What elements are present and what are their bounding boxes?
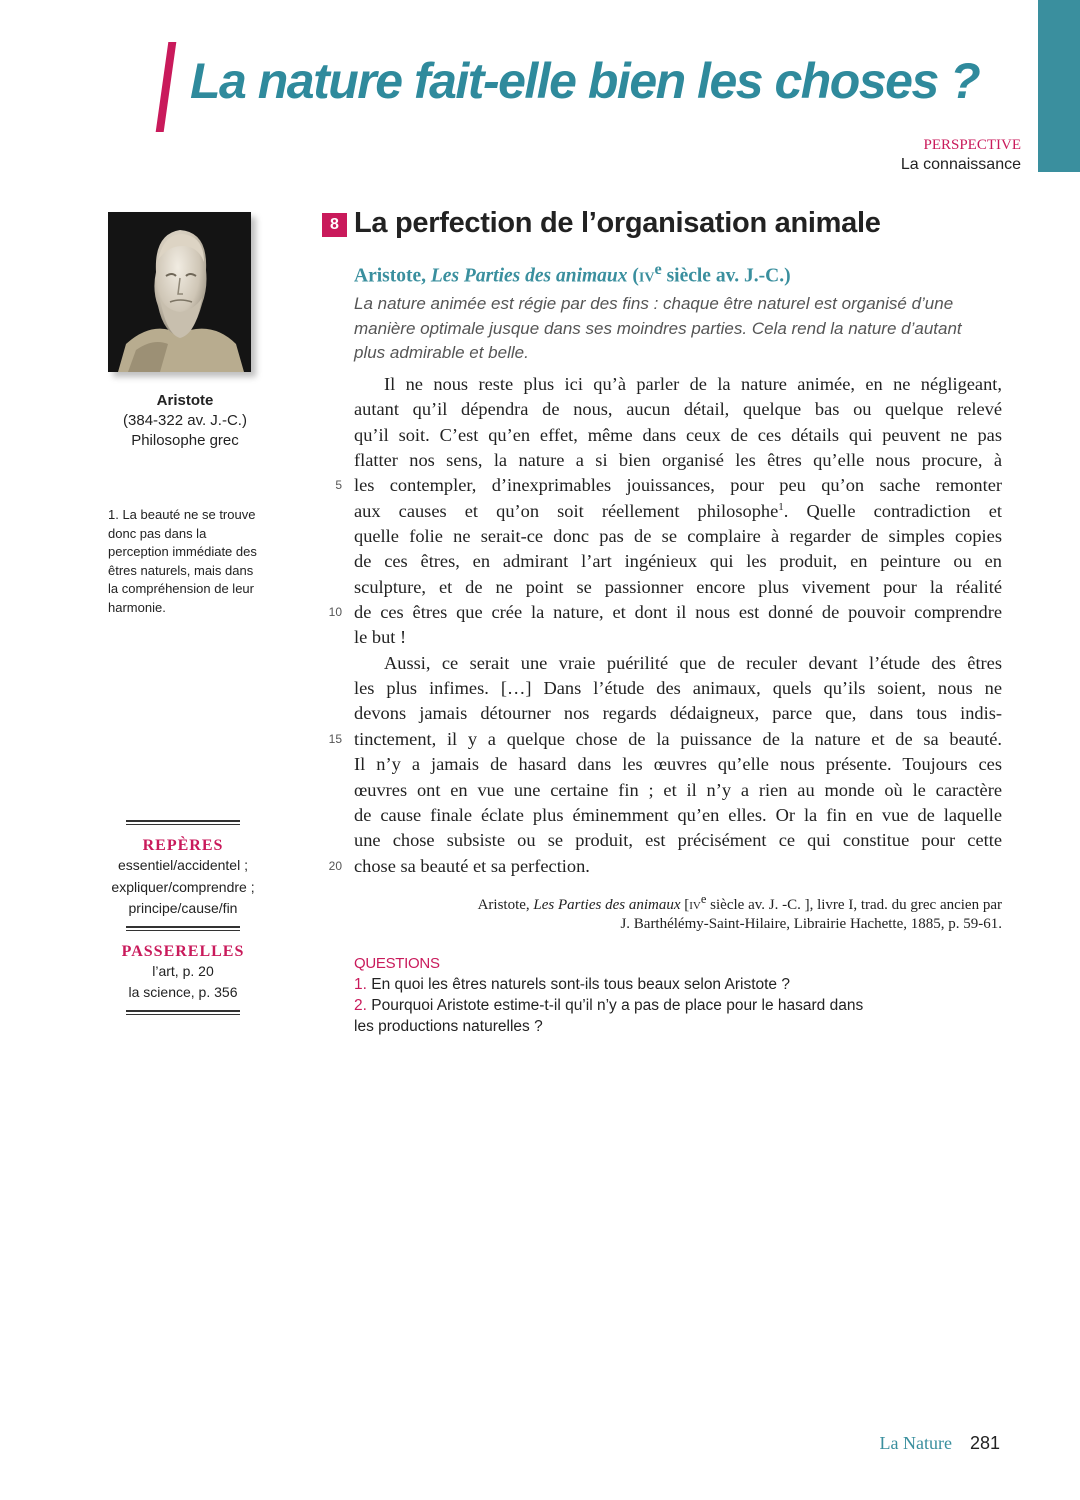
source-open: [ [680, 897, 690, 913]
perspective-block [901, 137, 1021, 174]
passerelles-item: la science, p. 356 [128, 984, 238, 1000]
reperes-item: principe/cause/fin [128, 900, 238, 916]
text-line-part: . Quelle contradiction et [783, 500, 1003, 521]
text-line: de ces êtres, en admirant l’art ingénieux qui les produit, en peinture ou en [354, 551, 1002, 572]
text-line: qu’il soit. C’est qu’en effet, même dans ceux de ces détails qui peuvent ne pas [354, 424, 1002, 445]
text-line: œuvres ont en vue une certaine fin ; et il n’y a rien au monde où le caractère [354, 779, 1002, 800]
page-number: 281 [969, 1433, 1000, 1453]
date-open: ( [627, 265, 639, 287]
line-number: 20 [328, 859, 342, 873]
question-item [354, 974, 954, 995]
source-author: Aristote, [477, 897, 534, 913]
reperes-heading: REPÈRES [142, 837, 224, 854]
caption-dates: (384-322 av. J.-C.) [123, 412, 247, 429]
text-line-part: aux causes et qu’on soit réellement philosophe [354, 500, 779, 521]
text-line: les contempler, d’inexprimables jouissances, pour peu qu’on sache remonter [354, 475, 1002, 496]
date-rest: siècle av. J.-C.) [661, 265, 791, 287]
source-century-sup: e [700, 892, 707, 906]
work-title: Les Parties des animaux [430, 265, 628, 287]
sidebar-reperes [108, 820, 258, 1015]
question-item [354, 995, 954, 1016]
text-line: chose sa beauté et sa perfection. [354, 855, 590, 876]
question-number: 2. [354, 997, 367, 1014]
divider [126, 820, 240, 825]
text-line: sculpture, et de ne point se passionner encore plus vivement pour la réalité [354, 576, 1002, 597]
line-number: 10 [328, 605, 342, 619]
line-number: 15 [328, 732, 342, 746]
excerpt-text [354, 372, 1002, 879]
text-line: tinctement, il y a quelque chose de la puissance de la nature et de sa beauté. [354, 728, 1002, 749]
author-name: Aristote, [354, 265, 431, 287]
text-line: autant qu’il dépendra de nous, aucun détail, quelque bas ou quelque relevé [354, 399, 1002, 420]
century: iv [638, 265, 655, 287]
perspective-value: La connaissance [900, 156, 1021, 173]
source-line: J. Barthélémy-Saint-Hilaire, Librairie Hachette, 1885, p. 59-61. [620, 916, 1002, 932]
text-line: quelle folie ne serait-ce donc pas de se complaire à regarder de simples copies [354, 526, 1002, 547]
passerelles-item: l’art, p. 20 [152, 962, 214, 979]
divider [126, 1010, 240, 1015]
reperes-item: essentiel/accidentel ; [118, 857, 248, 873]
text-line: Il ne nous reste plus ici qu’à parler de la nature animée, en ne négligeant, [384, 374, 1002, 394]
portrait-caption [100, 391, 270, 451]
questions-block [354, 953, 954, 1037]
document-intro: La nature animée est régie par des fins : chaque être naturel est organisé d’une manière optimale jusque dans ses moindres parties. Cela rend la nature d’autant plus admirable et belle. [354, 294, 962, 362]
text-line: Il n’y a jamais de hasard dans les œuvres qu’elle nous présente. Toujours ces [354, 754, 1002, 775]
caption-name: Aristote [156, 392, 214, 409]
aristotle-portrait [108, 212, 251, 372]
document-author-line [354, 260, 791, 288]
chapter-tab [1038, 0, 1080, 172]
question-text-cont: les productions naturelles ? [354, 1018, 543, 1035]
text-line: les plus infimes. […] Dans l’étude des animaux, quels qu’ils soient, nous ne [354, 678, 1002, 699]
line-number: 5 [335, 478, 342, 492]
footer-section: La Nature [879, 1433, 952, 1453]
question-text: Pourquoi Aristote estime-t-il qu’il n’y a pas de place pour le hasard dans [366, 997, 864, 1014]
text-line: devons jamais détourner nos regards dédaigneux, parce que, dans tous indis- [354, 703, 1002, 724]
source-work: Les Parties des animaux [533, 897, 681, 913]
divider [126, 926, 240, 931]
question-number: 1. [354, 976, 367, 993]
page-footer [879, 1433, 1000, 1454]
perspective-label: PERSPECTIVE [923, 137, 1021, 153]
reperes-item: expliquer/comprendre ; [111, 878, 255, 895]
text-line: Aussi, ce serait une vraie puérilité que de reculer devant l’étude des êtres [384, 652, 1002, 673]
century-sup: e [654, 260, 662, 278]
caption-role: Philosophe grec [131, 432, 239, 449]
document-title: La perfection de l’organisation animale [354, 207, 881, 239]
text-line: flatter nos sens, la nature a si bien organisé les êtres qu’elle nous procure, à [354, 450, 1002, 471]
text-line: de cause finale éclate plus éminemment qu’en elles. Or la fin en vue de laquelle [354, 804, 1002, 825]
text-line: le but ! [354, 627, 407, 648]
text-line: une chose subsiste ou se produit, est précisément ce qui constitue pour cette [354, 830, 1002, 851]
footnote-ref: 1 [778, 500, 784, 513]
page-title: La nature fait-elle bien les choses ? [190, 53, 980, 109]
questions-heading: QUESTIONS [354, 955, 440, 972]
document-number-badge: 8 [322, 213, 347, 237]
text-line: de ces êtres que crée la nature, et dont il nous est donné de pouvoir comprendre [354, 602, 1002, 623]
source-citation [478, 890, 1002, 934]
source-rest: siècle av. J. -C. ], livre I, trad. du grec ancien par [706, 897, 1002, 913]
source-line [478, 890, 1002, 915]
source-century: iv [689, 897, 701, 913]
question-text: En quoi les êtres naturels sont-ils tous beaux selon Aristote ? [366, 976, 790, 993]
text-line [354, 499, 1002, 524]
title-accent-bar [156, 42, 177, 132]
passerelles-heading: PASSERELLES [121, 942, 245, 960]
footnote: 1. La beauté ne se trouve donc pas dans la perception immédiate des êtres naturels, mais dans la compréhension de leur harmonie. [108, 507, 257, 615]
